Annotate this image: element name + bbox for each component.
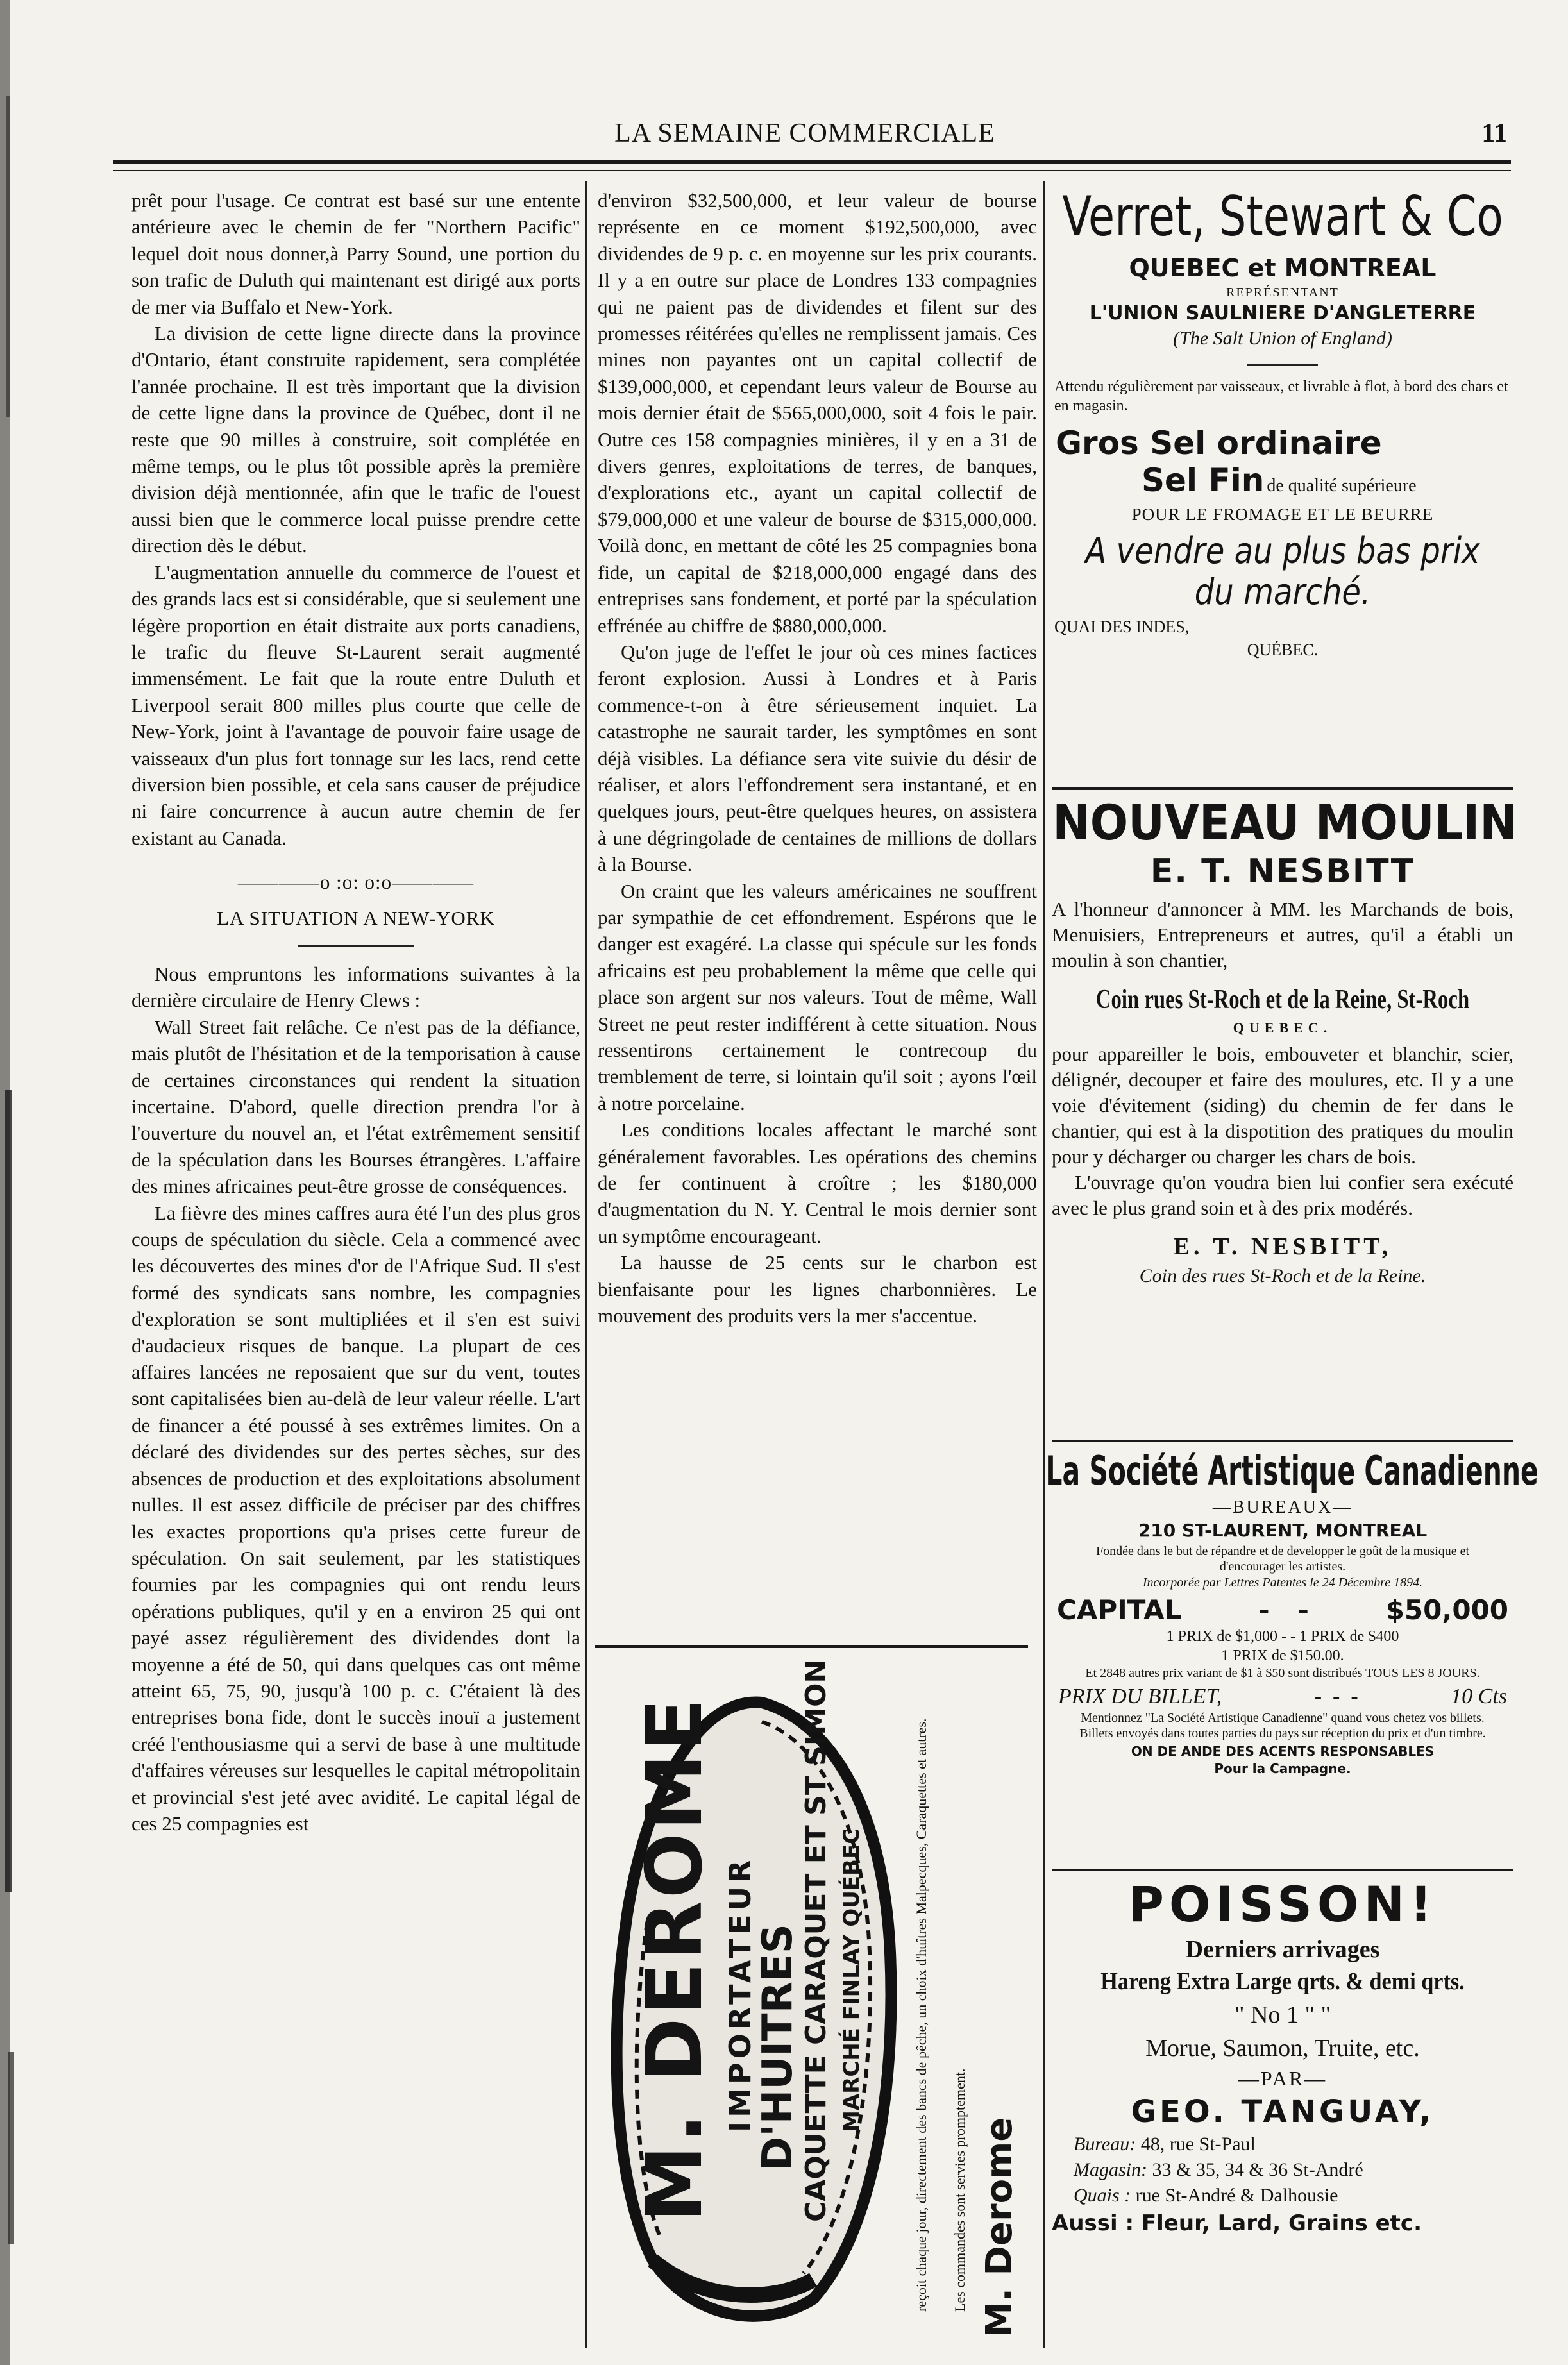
societe-address: 210 ST-LAURENT, MONTREAL — [1138, 1520, 1428, 1541]
societe-incorporated: Incorporée par Lettres Patentes le 24 Décembre 1894. — [1142, 1576, 1423, 1590]
poisson-morue: Morue, Saumon, Truite, etc. — [1145, 2035, 1420, 2062]
verret-sel-fin-line — [1052, 462, 1513, 499]
derome-market: MARCHÉ FINLAY QUÉBEC — [839, 1828, 864, 2132]
article-paragraph: La fièvre des mines caffres aura été l'un des plus gros coups de spéculation du siècle. Cela a commencé avec les découvertes des mines d'or de l'Afrique Sud. Il s'est formé des syndicats sans nombre, les compagnies d'exploration se sont multipliées et il s'en est suivi d'audacieux risques de banque. La plupart de ces affaires lancées ne reposaient que sur du vent, toutes sont capitalisées bien au-delà de leur valeur réelle. L'art de financer a été poussé à ses extrêmes limites. On a déclaré des dividendes sur des pertes sèches, sur des absences de production et des exploitations absolument nulles. Il est assez difficile de préciser par des chiffres les exactes proportions qu'a prises cette fureur de spéculation. On sait seulement, par les statistiques fournies par les compagnies qui ont rendu leurs opérations publiques, qu'il y en a environ 25 qui ont payé assez régulièrement des dividendes dont la moyenne a été de 50, qui dans quelques cas ont même atteint 65, 75, 90, jusqu'à 100 p. c. C'étaient là des entreprises bona fide, dont le succès inouï a justement créé l'enthousiasme qui a servi de base à une multitude d'affaires véreuses sur lesquelles le capital métropolitain et provincial s'est jeté avec avidité. Le capital légal de ces 25 compagnies est — [131, 1201, 580, 1835]
article-column-2 — [598, 187, 1037, 1329]
derome-importer: IMPORTATEUR — [723, 1856, 757, 2132]
poisson-quais-label: Quais : — [1074, 2185, 1131, 2206]
ad-divider — [1052, 787, 1513, 790]
poisson-magasin-line — [1052, 2157, 1513, 2183]
poisson-bureau: 48, rue St-Paul — [1140, 2134, 1256, 2155]
article-paragraph: La division de cette ligne directe dans la province d'Ontario, étant construite rapidement, sera complétée l'année prochaine. Il est très important que la division de cette ligne dans la province de Québec, dont il ne reste que 90 milles à construire, soit complétée en même temps, ou le plus tôt possible après la première division déjà mentionnée, afin que le trafic de l'ouest aussi bien que le commerce local puisse prendre cette direction dès le début. — [131, 322, 580, 557]
societe-capital-line — [1052, 1591, 1513, 1627]
poisson-no1: " No 1 " " — [1235, 2001, 1331, 2028]
moulin-intro: A l'honneur d'annoncer à MM. les Marchands de bois, Menuisiers, Entrepreneurs et autres, qu'il a établi un moulin à son chantier, — [1052, 898, 1513, 972]
verret-purpose: POUR LE FROMAGE ET LE BEURRE — [1131, 505, 1434, 524]
poisson-aussi: Aussi : Fleur, Lard, Grains etc. — [1052, 2210, 1422, 2236]
verret-slogan-1: A vendre au plus bas prix — [1085, 530, 1480, 572]
column-rule-1 — [585, 181, 587, 2348]
societe-capital-dashes: - - — [1258, 1594, 1309, 1626]
moulin-title: NOUVEAU MOULIN — [1052, 794, 1517, 851]
verret-address-1: QUAI DES INDES, — [1054, 618, 1190, 636]
scan-edge-artifact — [0, 0, 31, 2365]
ad-divider — [1052, 1869, 1513, 1871]
ad-top-rule — [595, 1645, 1028, 1648]
derome-side-text-2: Les commandes sont servies promptement. — [952, 2068, 968, 2312]
moulin-body-2: L'ouvrage qu'on voudra bien lui confier sera exécuté avec le plus grand soin et à des prix modérés. — [1052, 1171, 1513, 1219]
ad-divider — [1052, 1440, 1513, 1442]
verret-company-name: Verret, Stewart & Co — [1062, 185, 1503, 249]
societe-ticket-price: 10 Cts — [1451, 1685, 1507, 1708]
moulin-body: pour appareiller le bois, embouveter et blanchir, scier, délignér, decouper et faire des moulures, etc. Il y a une voie d'évitement (siding) du chemin de fer dans le chantier, qui est à la dispotition des pratiques du moulin pour y décharger ou charger les chars de bois. — [1052, 1043, 1513, 1168]
article-paragraph: Nous empruntons les informations suivantes à la dernière circulaire de Henry Clews : — [131, 962, 580, 1012]
article-paragraph: La hausse de 25 cents sur le charbon est bienfaisante pour les lignes charbonnières. Le mouvement des produits vers la mer s'accentue. — [598, 1251, 1037, 1327]
derome-side-text: reçoit chaque jour, directement des bancs de pêche, un choix d'huîtres Malpecques, Caraquettes et autres. — [913, 1718, 929, 2312]
societe-mention: Mentionnez "La Société Artistique Canadienne" quand vous chetez vos billets. Billets envoyés dans toutes parties du pays sur réception du prix et d'un timbre. — [1079, 1711, 1486, 1740]
societe-artistique-ad — [1045, 1446, 1538, 1777]
societe-ticket-label: PRIX DU BILLET, — [1058, 1685, 1222, 1708]
poisson-quais-line — [1052, 2183, 1513, 2209]
derome-signature: M. Derome — [979, 2117, 1020, 2337]
poisson-quais: rue St-André & Dalhousie — [1135, 2185, 1338, 2206]
poisson-ad — [1052, 1875, 1513, 2238]
societe-agents-2: Pour la Campagne. — [1214, 1761, 1351, 1776]
header-rule — [113, 160, 1511, 164]
verret-union: L'UNION SAULNIERE D'ANGLETERRE — [1089, 302, 1476, 324]
moulin-location: Coin rues St-Roch et de la Reine, St-Roch — [1095, 985, 1470, 1014]
societe-bureaux: —BUREAUX— — [1212, 1497, 1353, 1517]
poisson-bureau-line — [1052, 2132, 1513, 2157]
verret-representing-label: REPRÉSENTANT — [1226, 285, 1339, 299]
poisson-par: —PAR— — [1238, 2067, 1328, 2090]
poisson-merchant: GEO. TANGUAY, — [1131, 2094, 1435, 2130]
poisson-arrivals: Derniers arrivages — [1185, 1936, 1380, 1963]
verret-sel-fin-desc: de qualité supérieure — [1267, 476, 1417, 496]
societe-ticket-dashes: - - - — [1314, 1685, 1358, 1708]
poisson-title: POISSON! — [1128, 1876, 1437, 1933]
verret-stewart-ad — [1052, 186, 1513, 662]
article-paragraph: Wall Street fait relâche. Ce n'est pas de la défiance, mais plutôt de l'hésitation et de la temporisation à cause de certaines circonstances qui rendent la situation incertaine. D'abord, quelle direction prendra l'or à l'ouverture du nouvel an, et l'état extrêmement sensitif de la spéculation dans les Bourses étrangères. L'affaire des mines africaines peut-être grosse de conséquences. — [131, 1015, 580, 1198]
poisson-hareng: Hareng Extra Large qrts. & demi qrts. — [1100, 1968, 1465, 1995]
societe-prize-3: Et 2848 autres prix variant de $1 à $50 sont distribués TOUS LES 8 JOURS. — [1085, 1666, 1480, 1680]
derome-varieties: CAQUETTE CARAQUET ET ST SIMON — [800, 1659, 832, 2222]
societe-founded: Fondée dans le but de répandre et de developper le goût de la musique et d'encourager les artistes. — [1095, 1544, 1470, 1574]
societe-prize-1: 1 PRIX de $1,000 - - 1 PRIX de $400 — [1166, 1628, 1399, 1645]
article-paragraph: d'environ $32,500,000, et leur valeur de bourse représente en ce moment $192,500,000, avec dividendes de 9 p. c. en moyenne sur les prix courants. Il y a en outre sur place de Londres 133 compagnies qui ne paient pas de dividendes et filent sur des promesses réitérées qu'elles ne remplissent jamais. Ces mines non payantes ont un capital collectif de $139,000,000, et cependant leurs valeur de Bourse au mois dernier était de $565,000,000, soit 4 fois le pair. Outre ces 158 compagnies minières, il y en a 31 de divers genres, exploitations de terres, de banques, d'explorations etc., ayant un capital collectif de $79,000,000 et une valeur de bourse de $315,000,000. Voilà donc, en mettant de côté les 25 compagnies bona fide, un capital de $218,000,000 engagé dans des entreprises sans fondement, et porté par la spéculation effrénée au chiffre de $880,000,000. — [598, 189, 1037, 637]
article-paragraph: L'augmentation annuelle du commerce de l'ouest et des grands lacs est si considérable, que si seulement une légère proportion en était distraite aux ports canadiens, le trafic du fleuve St-Laurent serait augmenté immensément. Le fait que la route entre Duluth et Liverpool serait 800 milles plus courte que celle de New-York, joint à l'avantage de pouvoir faire usage de vaisseaux d'un plus fort tonnage sur les lacs, rend cette diversion bien possible, et cela sans causer de préjudice ni faire concurrence à aucun autre chemin de fer existant au Canada. — [131, 560, 580, 849]
societe-capital-label: CAPITAL — [1057, 1594, 1182, 1626]
verret-slogan-2: du marché. — [1194, 571, 1371, 613]
moulin-proprietor: E. T. NESBITT — [1150, 852, 1415, 891]
page-title: LA SEMAINE COMMERCIALE — [614, 119, 995, 148]
poisson-magasin-label: Magasin: — [1074, 2159, 1147, 2180]
moulin-city: QUEBEC. — [1233, 1020, 1333, 1036]
moulin-sign-address: Coin des rues St-Roch et de la Reine. — [1139, 1265, 1426, 1286]
running-head — [103, 96, 1507, 160]
article-column-1 — [131, 187, 580, 1837]
section-separator: ————o :o: o:o———— — [237, 871, 475, 894]
article-paragraph: Les conditions locales affectant le marché sont généralement favorables. Les opérations des chemins de fer continuent à croître ; les $180,000 d'augmentation du N. Y. Central le mois dernier sont un symptôme encourageant. — [598, 1118, 1037, 1247]
verret-sel-fin: Sel Fin — [1142, 462, 1265, 499]
societe-prize-2: 1 PRIX de $150.00. — [1221, 1647, 1344, 1664]
derome-big-name: M. DEROME — [630, 1696, 720, 2222]
section-title: LA SITUATION A NEW-YORK — [217, 906, 495, 929]
societe-agents: ON DE ANDE DES ACENTS RESPONSABLES — [1131, 1744, 1435, 1759]
short-rule — [1247, 364, 1318, 366]
societe-capital-value: $50,000 — [1385, 1594, 1508, 1626]
poisson-magasin: 33 & 35, 34 & 36 St-André — [1152, 2159, 1363, 2180]
nouveau-moulin-ad — [1052, 794, 1517, 1289]
page-number: 11 — [1481, 119, 1507, 148]
article-paragraph: On craint que les valeurs américaines ne souffrent par sympathie de cet effondrement. Espérons que le danger est exagéré. La classe qui spécule sur les fonds africains est peu probablement la même que celle qui place son argent sur nos valeurs. Tout de même, Wall Street ne peut rester indifférent à cette situation. Nous ressentirons certainement le contrecoup du tremblement de terre, si lointain qu'il soit ; ayons l'œil à notre porcelaine. — [598, 879, 1037, 1115]
column-rule-2 — [1043, 181, 1045, 2348]
derome-huitres: D'HUITRES — [754, 1924, 802, 2171]
poisson-bureau-label: Bureau: — [1074, 2134, 1136, 2155]
societe-ticket-line — [1052, 1681, 1513, 1710]
derome-oyster-ad — [595, 1645, 1028, 2347]
verret-union-en: (The Salt Union of England) — [1173, 328, 1392, 349]
verret-cities: QUEBEC et MONTREAL — [1129, 254, 1437, 282]
verret-address-2: QUÉBEC. — [1247, 641, 1319, 659]
verret-delivery-notice: Attendu régulièrement par vaisseaux, et livrable à flot, à bord des chars et en magasin. — [1054, 378, 1508, 414]
article-paragraph: prêt pour l'usage. Ce contrat est basé sur une entente antérieure avec le chemin de fer "Northern Pacific" lequel doit nous donner,à Parry Sound, une portion du son trafic de Duluth qui maintenant est dirigé aux ports de mer via Buffalo et New-York. — [131, 189, 580, 318]
header-rule-thin — [113, 170, 1511, 171]
verret-gros-sel: Gros Sel ordinaire — [1056, 425, 1382, 462]
short-rule — [298, 945, 414, 947]
moulin-signature: E. T. NESBITT, — [1173, 1233, 1392, 1260]
article-paragraph: Qu'on juge de l'effet le jour où ces mines factices feront explosion. Aussi à Londres et à Paris commence-t-on à être sérieusement inquiet. La catastrophe ne saurait tarder, les symptômes en sont déjà visibles. La défiance sera vite suivie du désir de réaliser, et alors l'effondrement sera instantané, et en quelques jours, peut-être quelques heures, on assistera à une dégringolade de centaines de millions de dollars à la Bourse. — [598, 640, 1037, 876]
societe-title: La Société Artistique Canadienne — [1045, 1447, 1538, 1494]
